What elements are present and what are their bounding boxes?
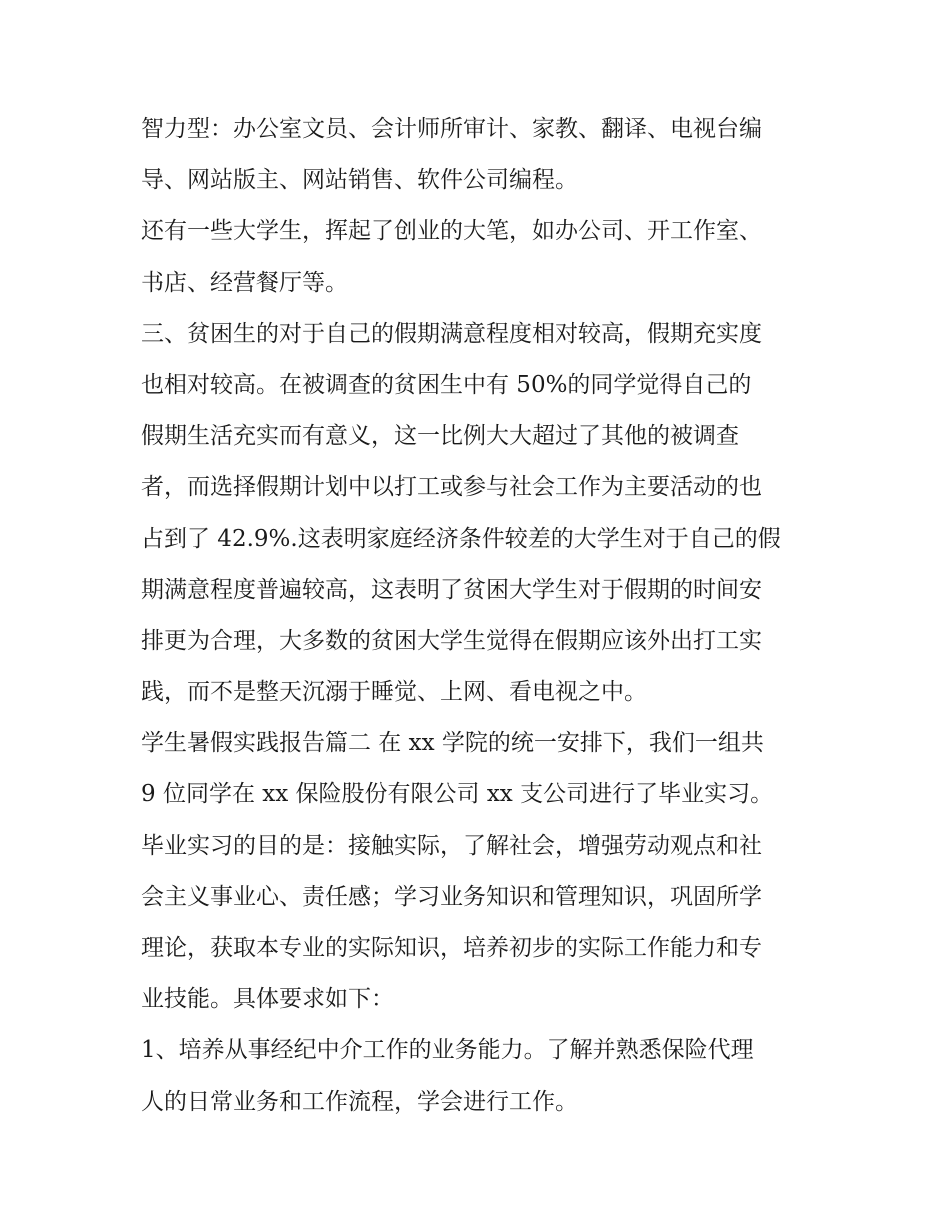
text-line: 9 位同学在 xx 保险股份有限公司 xx 支公司进行了毕业实习。 xyxy=(141,781,774,808)
text-line: 书店、经营餐厅等。 xyxy=(141,269,348,296)
text-line: 三、贫困生的对于自己的假期满意程度相对较高，假期充实度 xyxy=(141,320,762,347)
text-line: 期满意程度普遍较高，这表明了贫困大学生对于假期的时间安 xyxy=(141,576,762,603)
text-line: 智力型：办公室文员、会计师所审计、家教、翻译、电视台编 xyxy=(141,116,762,142)
text-line: 毕业实习的目的是：接触实际，了解社会，增强劳动观点和社 xyxy=(141,832,762,859)
text-line: 业技能。具体要求如下： xyxy=(141,986,394,1013)
text-line: 排更为合理，大多数的贫困大学生觉得在假期应该外出打工实 xyxy=(141,627,762,654)
text-line: 学生暑假实践报告篇二 在 xx 学院的统一安排下，我们一组共 xyxy=(141,730,764,757)
text-line: 1、培养从事经纪中介工作的业务能力。了解并熟悉保险代理 xyxy=(141,1037,754,1064)
text-line: 理论，获取本专业的实际知识，培养初步的实际工作能力和专 xyxy=(141,935,762,961)
document-body xyxy=(141,104,821,1128)
text-line: 人的日常业务和工作流程，学会进行工作。 xyxy=(141,1088,578,1115)
text-line: 会主义事业心、责任感；学习业务知识和管理知识，巩固所学 xyxy=(141,883,762,910)
text-line: 导、网站版主、网站销售、软件公司编程。 xyxy=(141,167,578,194)
text-line: 者，而选择假期计划中以打工或参与社会工作为主要活动的也 xyxy=(141,474,762,501)
text-line: 还有一些大学生，挥起了创业的大笔，如办公司、开工作室、 xyxy=(141,218,762,245)
text-line: 也相对较高。在被调查的贫困生中有 50%的同学觉得自己的 xyxy=(141,371,752,398)
text-line: 践，而不是整天沉溺于睡觉、上网、看电视之中。 xyxy=(141,679,647,706)
text-line: 占到了 42.9%.这表明家庭经济条件较差的大学生对于自己的假 xyxy=(141,525,781,552)
text-line: 假期生活充实而有意义，这一比例大大超过了其他的被调查 xyxy=(141,423,739,450)
